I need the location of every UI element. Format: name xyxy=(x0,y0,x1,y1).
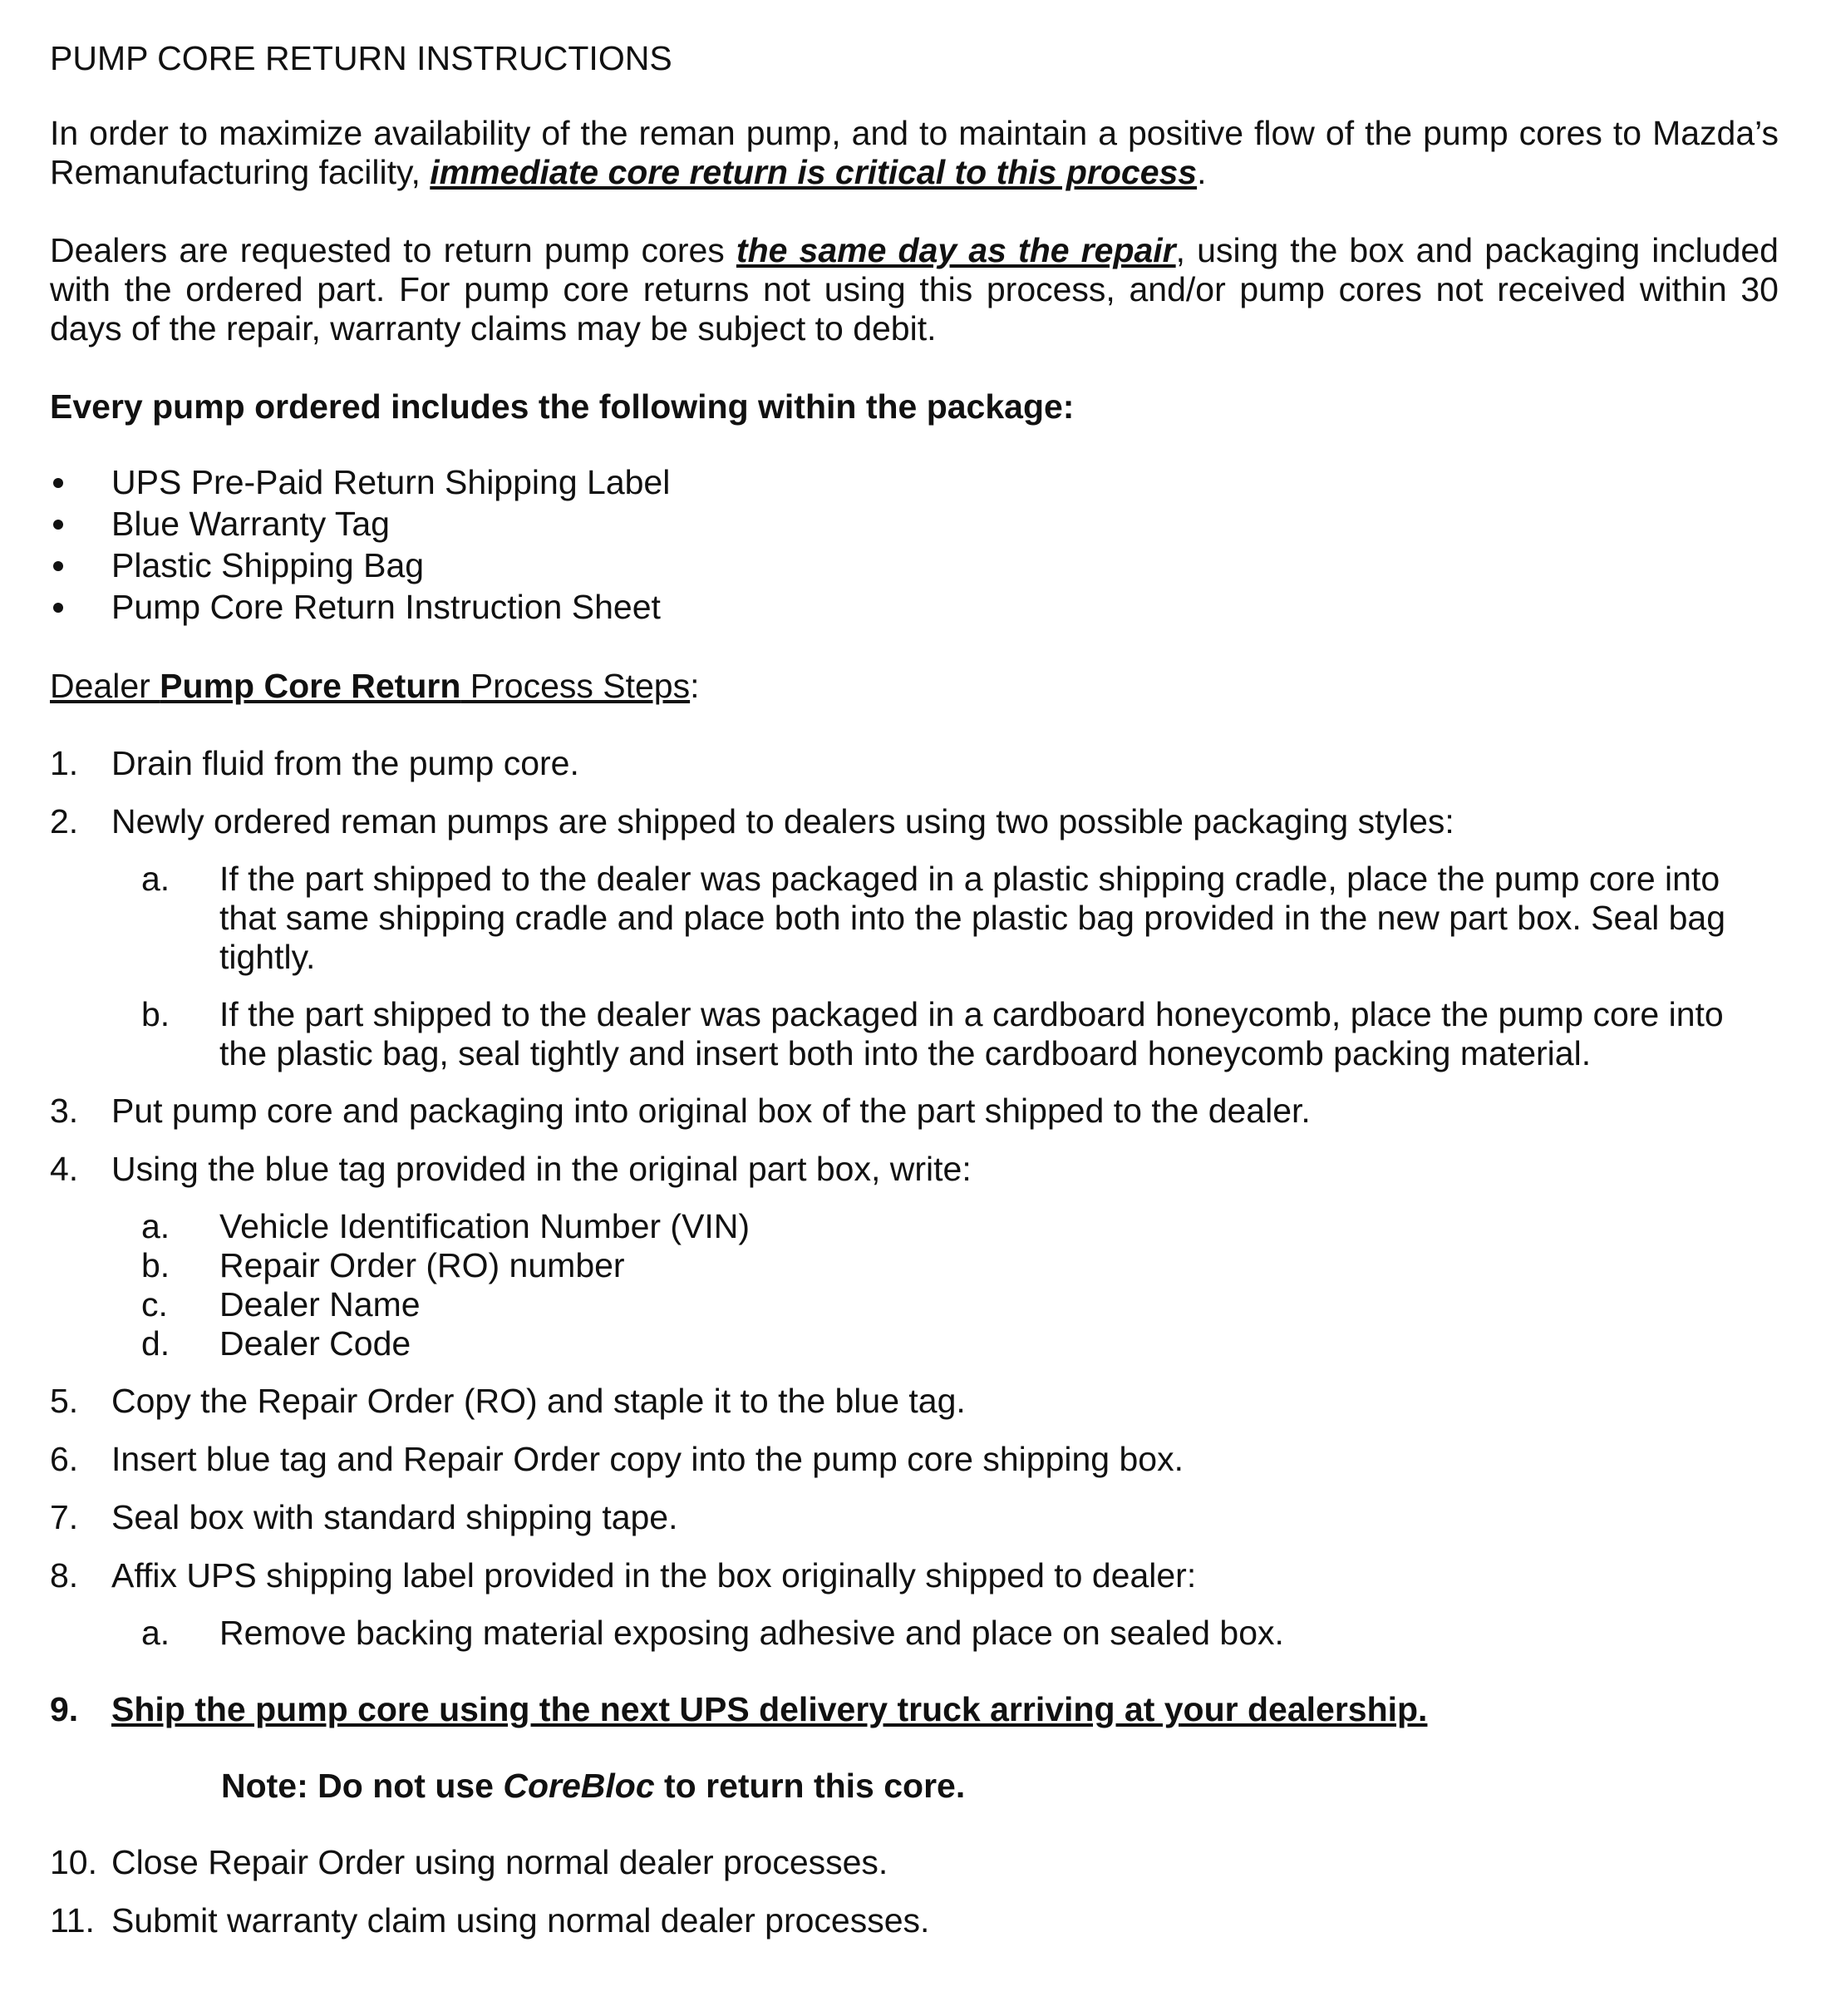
step-number: 11. xyxy=(50,1901,95,1940)
includes-heading: Every pump ordered includes the following within the package: xyxy=(50,387,1075,426)
step-item xyxy=(50,744,1779,783)
substep-text: Dealer Name xyxy=(219,1285,421,1323)
request-text-before: Dealers are requested to return pump cores xyxy=(50,231,736,269)
step-number: 3. xyxy=(50,1092,79,1130)
step-item xyxy=(50,1556,1779,1653)
steps-heading-suffix: Process Steps xyxy=(460,667,691,705)
step-number: 4. xyxy=(50,1150,79,1188)
step-number: 1. xyxy=(50,744,79,782)
bullet-icon xyxy=(53,561,63,571)
substep-item xyxy=(111,1285,1779,1324)
step-text: Affix UPS shipping label provided in the box originally shipped to dealer: xyxy=(111,1556,1197,1595)
step-item xyxy=(50,1843,1779,1882)
request-paragraph xyxy=(50,231,1779,348)
note-prefix: Note: Do not use xyxy=(221,1767,504,1805)
step-number: 10. xyxy=(50,1843,97,1881)
step-text: Copy the Repair Order (RO) and staple it to the blue tag. xyxy=(111,1382,966,1420)
step-text: Drain fluid from the pump core. xyxy=(111,744,579,782)
step-item xyxy=(50,1440,1779,1479)
substep-letter: a. xyxy=(141,1614,170,1652)
substep-item xyxy=(111,1614,1779,1653)
step-text: Seal box with standard shipping tape. xyxy=(111,1498,678,1536)
substep-letter: b. xyxy=(141,995,170,1033)
substep-text: If the part shipped to the dealer was packaged in a plastic shipping cradle, place the pump core into that same shipping cradle and place both into the plastic bag provided in the new part box. Seal bag tightly. xyxy=(219,860,1726,976)
step-item xyxy=(50,802,1779,1073)
step-number: 6. xyxy=(50,1440,79,1478)
substep-letter: d. xyxy=(141,1324,170,1363)
substep-text: Remove backing material exposing adhesive and place on sealed box. xyxy=(219,1614,1284,1652)
note-product: CoreBloc xyxy=(503,1767,655,1805)
step-text: Newly ordered reman pumps are shipped to dealers using two possible packaging styles: xyxy=(111,802,1454,840)
steps-heading-prefix: Dealer xyxy=(50,667,160,705)
step-number: 7. xyxy=(50,1498,79,1536)
step-text: Using the blue tag provided in the original part box, write: xyxy=(111,1150,972,1188)
step-item xyxy=(50,1150,1779,1363)
step-item xyxy=(50,1498,1779,1537)
note-suffix: to return this core. xyxy=(654,1767,966,1805)
substep-text: Repair Order (RO) number xyxy=(219,1246,625,1284)
request-emphasis: the same day as the repair xyxy=(736,231,1176,269)
includes-item xyxy=(50,545,1779,586)
substep-text: Vehicle Identification Number (VIN) xyxy=(219,1207,751,1245)
bullet-icon xyxy=(53,478,63,488)
intro-emphasis: immediate core return is critical to this process xyxy=(430,153,1198,191)
steps-heading-colon: : xyxy=(690,667,700,705)
intro-text: In order to maximize availability of the reman pump, and to maintain a positive flow of the pump cores to Mazda’s Remanufacturing facility, xyxy=(50,114,1779,191)
step-number: 2. xyxy=(50,802,79,840)
includes-item xyxy=(50,461,1779,503)
substep-letter: a. xyxy=(141,1207,170,1245)
step-text: Close Repair Order using normal dealer processes. xyxy=(111,1843,888,1881)
substep-letter: b. xyxy=(141,1246,170,1284)
step-number: 8. xyxy=(50,1556,79,1595)
substep-item xyxy=(111,860,1779,977)
steps-list xyxy=(50,744,1779,1940)
substep-text: If the part shipped to the dealer was packaged in a cardboard honeycomb, place the pump core into the plastic bag, seal tightly and insert both into the cardboard honeycomb packing material. xyxy=(219,995,1724,1072)
step-item xyxy=(50,1092,1779,1131)
note xyxy=(111,1767,1779,1806)
step-text: Insert blue tag and Repair Order copy into the pump core shipping box. xyxy=(111,1440,1184,1478)
includes-item xyxy=(50,503,1779,545)
includes-item-text: Pump Core Return Instruction Sheet xyxy=(111,588,661,626)
page-title: PUMP CORE RETURN INSTRUCTIONS xyxy=(50,39,672,77)
substep-item xyxy=(111,1246,1779,1285)
steps-heading-bold: Pump Core Return xyxy=(160,667,461,705)
includes-item-text: UPS Pre-Paid Return Shipping Label xyxy=(111,463,671,501)
substep-item xyxy=(111,1207,1779,1246)
substep-letter: c. xyxy=(141,1285,168,1323)
substep-letter: a. xyxy=(141,860,170,898)
bullet-icon xyxy=(53,520,63,530)
step-item xyxy=(50,1382,1779,1421)
includes-item-text: Plastic Shipping Bag xyxy=(111,546,425,584)
substep-item xyxy=(111,1324,1779,1363)
step-text: Submit warranty claim using normal dealer processes. xyxy=(111,1901,930,1940)
request-text-after: , using the box and packaging included with the ordered part. For pump core returns not using this process, and/or pump cores not received within 30 days of the repair, warranty claims may be subject to debit. xyxy=(50,231,1779,348)
step-text: Ship the pump core using the next UPS delivery truck arriving at your dealership. xyxy=(111,1690,1428,1728)
step-text: Put pump core and packaging into original box of the part shipped to the dealer. xyxy=(111,1092,1311,1130)
step-item xyxy=(50,1901,1779,1940)
step-number: 9. xyxy=(50,1690,79,1728)
intro-paragraph xyxy=(50,114,1779,192)
includes-list xyxy=(50,461,1779,628)
substep-text: Dealer Code xyxy=(219,1324,411,1363)
substeps-list xyxy=(111,860,1779,1073)
substep-item xyxy=(111,995,1779,1073)
instruction-sheet xyxy=(50,37,1779,1959)
substeps-list xyxy=(111,1207,1779,1363)
steps-heading xyxy=(50,665,1779,707)
step-number: 5. xyxy=(50,1382,79,1420)
includes-item-text: Blue Warranty Tag xyxy=(111,505,390,543)
intro-end: . xyxy=(1197,153,1207,191)
bullet-icon xyxy=(53,603,63,613)
substeps-list xyxy=(111,1614,1779,1653)
includes-item xyxy=(50,586,1779,628)
step-item-ship xyxy=(50,1690,1779,1806)
